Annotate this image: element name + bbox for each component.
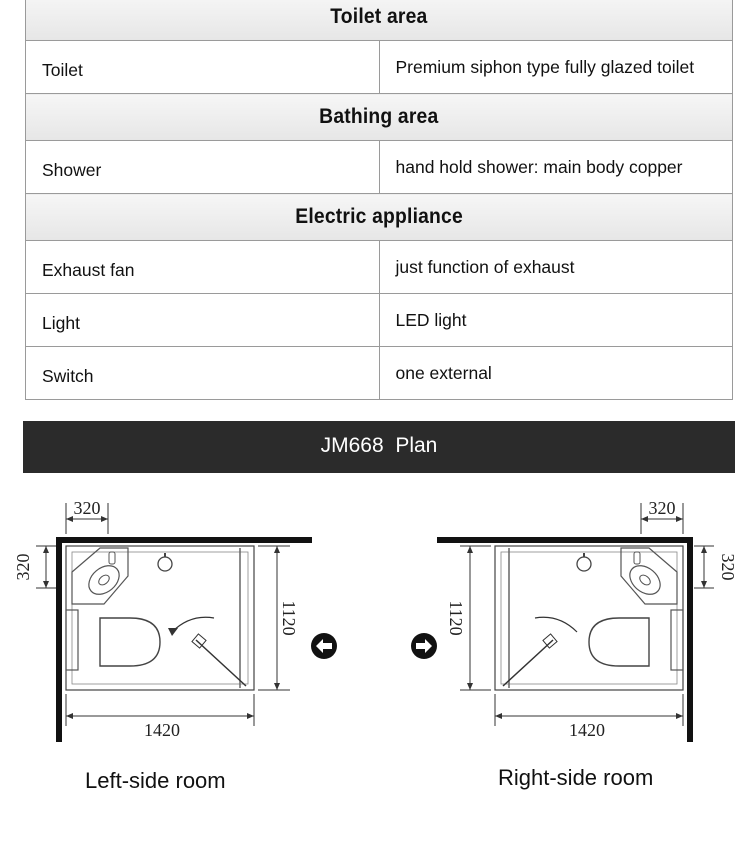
arrow-right-icon (411, 633, 437, 659)
shower-head (158, 557, 172, 571)
toilet (100, 618, 160, 666)
section-title: Electric appliance (295, 205, 463, 228)
dim-corner-width: 320 (648, 498, 676, 518)
table-row (26, 294, 733, 347)
row-desc: Premium siphon type fully glazed toilet (379, 41, 733, 94)
right-room-plan (411, 498, 738, 742)
floor-plans (0, 478, 750, 768)
dim-depth: 1120 (279, 600, 299, 636)
table-row (26, 347, 733, 400)
left-room-plan (13, 498, 337, 742)
dim-depth: 1120 (446, 600, 466, 636)
shower-head (577, 557, 591, 571)
row-desc: hand hold shower: main body copper (379, 141, 733, 194)
table-row (26, 141, 733, 194)
plan-banner (23, 421, 735, 473)
section-header-electric (26, 194, 733, 241)
arrow-left-icon (311, 633, 337, 659)
section-header-toilet (26, 0, 733, 41)
right-room-caption: Right-side room (498, 765, 654, 790)
plan-title: JM668 Plan (320, 434, 438, 457)
row-item: Toilet (26, 41, 380, 94)
door-swing (196, 640, 246, 686)
dim-width: 1420 (144, 720, 180, 740)
row-item: Switch (26, 347, 380, 400)
spec-table (25, 0, 733, 400)
row-desc: LED light (379, 294, 733, 347)
table-row (26, 41, 733, 94)
door-swing (503, 640, 553, 686)
toilet (589, 618, 649, 666)
row-desc: one external (379, 347, 733, 400)
section-header-bathing (26, 94, 733, 141)
row-desc: just function of exhaust (379, 241, 733, 294)
section-title: Toilet area (330, 5, 428, 28)
left-room-caption: Left-side room (85, 768, 226, 793)
section-title: Bathing area (319, 105, 439, 128)
row-item: Exhaust fan (26, 241, 380, 294)
dim-corner-width: 320 (73, 498, 101, 518)
table-row (26, 241, 733, 294)
row-item: Light (26, 294, 380, 347)
dim-corner-height: 320 (718, 553, 738, 581)
dim-corner-height: 320 (13, 553, 33, 581)
row-item: Shower (26, 141, 380, 194)
dim-width: 1420 (569, 720, 605, 740)
